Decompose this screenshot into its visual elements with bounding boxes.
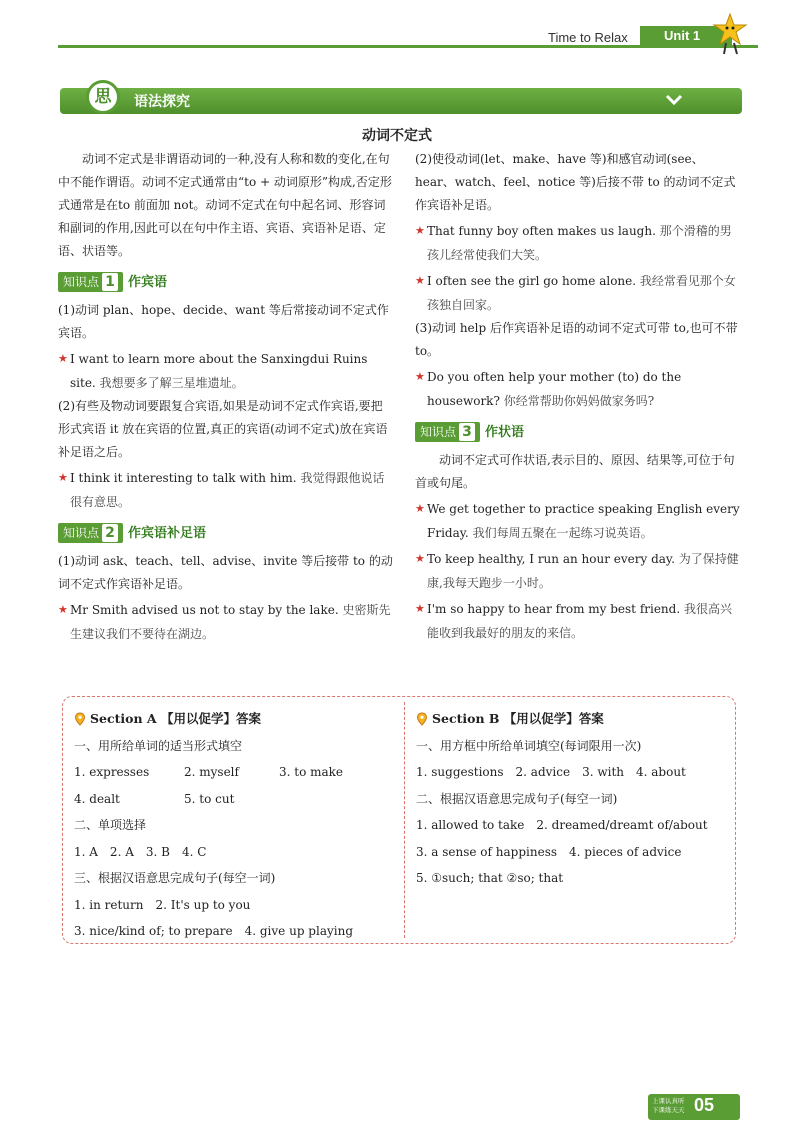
kp2-rule-1: (1)动词 ask、teach、tell、advise、invite 等后接带 to 的动词不定式作宾语补足语。 (58, 554, 393, 591)
answers-section-a (74, 706, 394, 945)
answers-a-row: 1. in return 2. It's up to you (74, 897, 251, 912)
example (415, 365, 743, 413)
kp-title: 作状语 (485, 424, 525, 440)
kp-tag (58, 272, 123, 292)
example (58, 598, 394, 646)
star-icon: ★ (58, 352, 68, 365)
knowledge-point-1-header (58, 271, 394, 293)
kp-title: 作宾语 (128, 274, 168, 290)
example (415, 547, 743, 595)
star-icon: ★ (415, 602, 425, 615)
kp-title: 作宾语补足语 (128, 525, 207, 541)
example-zh: 那个滑稽的男孩儿经常使我们大笑。 (427, 224, 732, 262)
location-pin-icon (416, 712, 428, 726)
kp-tag-label: 知识点 (420, 424, 457, 439)
answers-b-sub-1: 一、用方框中所给单词填空(每词限用一次) (416, 738, 642, 753)
intro-paragraph: 动词不定式是非谓语动词的一种,没有人称和数的变化,在句中不能作谓语。动词不定式通常由“to + 动词原形”构成,否定形式通常是在to 前面加 not。动词不定式在句中起名词、形容词和副词的作用,因此可以在句中作主语、宾语、宾语补足语、定语、状语等。 (58, 152, 392, 258)
answer-item: 5. to cut (184, 791, 235, 806)
example-en: That funny boy often makes us laugh. (427, 224, 656, 238)
footer-slogan-line-2: 下课练天天 (652, 1106, 685, 1114)
answers-a-title: Section A 【用以促学】答案 (90, 711, 261, 726)
example-en: Do you often help your mother (to) do the housework? (427, 370, 682, 408)
example-en: I want to learn more about the Sanxingdui Ruins site. (70, 352, 368, 390)
kp1-rule-2: (2)有些及物动词要跟复合宾语,如果是动词不定式作宾语,要把形式宾语 it 放在宾语的位置,真正的宾语(动词不定式)放在宾语补足语之后。 (58, 399, 388, 459)
kp2-rule-2: (2)使役动词(let、make、have 等)和感官动词(see、hear、watch、feel、notice 等)后接不带 to 的动词不定式作宾语补足语。 (415, 152, 736, 212)
answers-a-row: 1. A 2. A 3. B 4. C (74, 844, 207, 859)
answers-a-sub-2: 二、单项选择 (74, 818, 147, 832)
star-icon: ★ (415, 274, 425, 287)
example-en: I'm so happy to hear from my best friend. (427, 602, 681, 616)
kp-number: 1 (102, 273, 118, 291)
kp-tag-label: 知识点 (63, 274, 100, 289)
kp2-rule-3: (3)动词 help 后作宾语补足语的动词不定式可带 to,也可不带 to。 (415, 321, 738, 358)
kp-tag-label: 知识点 (63, 525, 100, 540)
left-column (58, 148, 394, 646)
example-zh: 为了保持健康,我每天跑步一小时。 (427, 552, 739, 590)
kp-tag (58, 523, 123, 543)
example (415, 497, 743, 545)
kp-number: 2 (102, 524, 118, 542)
kp-tag (415, 422, 480, 442)
example-en: I often see the girl go home alone. (427, 274, 637, 288)
answer-divider (404, 702, 405, 938)
knowledge-point-2-header (58, 522, 394, 544)
footer-slogan (652, 1097, 685, 1115)
answer-item: 4. dealt (74, 791, 120, 806)
unit-tab: Unit 1 (640, 26, 732, 46)
example-zh: 我们每周五聚在一起练习说英语。 (472, 526, 653, 540)
example-zh: 我经常看见那个女孩独自回家。 (427, 274, 736, 312)
page-title: 动词不定式 (362, 128, 432, 144)
star-icon: ★ (58, 471, 68, 484)
answers-a-heading (74, 706, 394, 733)
example-en: To keep healthy, I run an hour every day. (427, 552, 675, 566)
example-zh: 你经常帮助你妈妈做家务吗? (503, 394, 655, 408)
star-mascot-icon (712, 12, 748, 56)
example (58, 347, 394, 395)
answers-b-title: Section B 【用以促学】答案 (432, 711, 604, 726)
star-icon: ★ (58, 603, 68, 616)
star-icon: ★ (415, 370, 425, 383)
kp-number: 3 (459, 423, 475, 441)
example-zh: 我觉得跟他说话很有意思。 (70, 471, 385, 509)
answers-b-row: 3. a sense of happiness 4. pieces of advice (416, 844, 682, 859)
answer-item: 3. to make (279, 765, 344, 779)
page-header (0, 0, 800, 60)
chevron-down-icon (664, 90, 684, 110)
kp3-rule-1: 动词不定式可作状语,表示目的、原因、结果等,可位于句首或句尾。 (415, 453, 735, 490)
header-title: Time to Relax (548, 30, 628, 45)
knowledge-point-3-header (415, 421, 743, 443)
answers-a-sub-1: 一、用所给单词的适当形式填空 (74, 738, 243, 753)
example (58, 466, 394, 514)
answers-b-row: 1. suggestions 2. advice 3. with 4. about (416, 765, 686, 779)
kp1-rule-1: (1)动词 plan、hope、decide、want 等后常接动词不定式作宾语。 (58, 303, 389, 340)
example-zh: 我很高兴能收到我最好的朋友的来信。 (427, 602, 732, 640)
right-column (415, 148, 743, 645)
section-title: 语法探究 (134, 94, 190, 110)
example (415, 269, 743, 317)
answers-a-sub-3: 三、根据汉语意思完成句子(每空一词) (74, 871, 276, 885)
example-zh: 史密斯先生建议我们不要待在湖边。 (70, 603, 391, 641)
star-icon: ★ (415, 502, 425, 515)
answer-item: 1. expresses (74, 765, 150, 779)
example (415, 219, 743, 267)
answers-a-row (74, 759, 394, 786)
star-icon: ★ (415, 552, 425, 565)
example-zh: 我想要多了解三星堆遗址。 (99, 376, 244, 390)
example-en: I think it interesting to talk with him. (70, 471, 297, 485)
example-en: Mr Smith advised us not to stay by the lake. (70, 603, 339, 617)
answer-item: 2. myself (184, 765, 239, 779)
example-en: We get together to practice speaking English every Friday. (427, 502, 740, 540)
footer-slogan-line-1: 上课认真听 (652, 1097, 685, 1105)
answers-b-sub-2: 二、根据汉语意思完成句子(每空一词) (416, 791, 618, 806)
answers-b-row: 5. ①such; that ②so; that (416, 871, 564, 885)
answers-section-b (416, 706, 734, 892)
answers-b-row: 1. allowed to take 2. dreamed/dreamt of/about (416, 818, 708, 832)
answers-a-row: 3. nice/kind of; to prepare 4. give up playing (74, 924, 354, 938)
section-badge: 思 (86, 80, 120, 114)
star-icon: ★ (415, 224, 425, 237)
answers-a-row (74, 786, 394, 813)
location-pin-icon (74, 712, 86, 726)
example (415, 597, 743, 645)
answers-b-heading (416, 706, 734, 733)
page-number: 05 (694, 1095, 715, 1115)
